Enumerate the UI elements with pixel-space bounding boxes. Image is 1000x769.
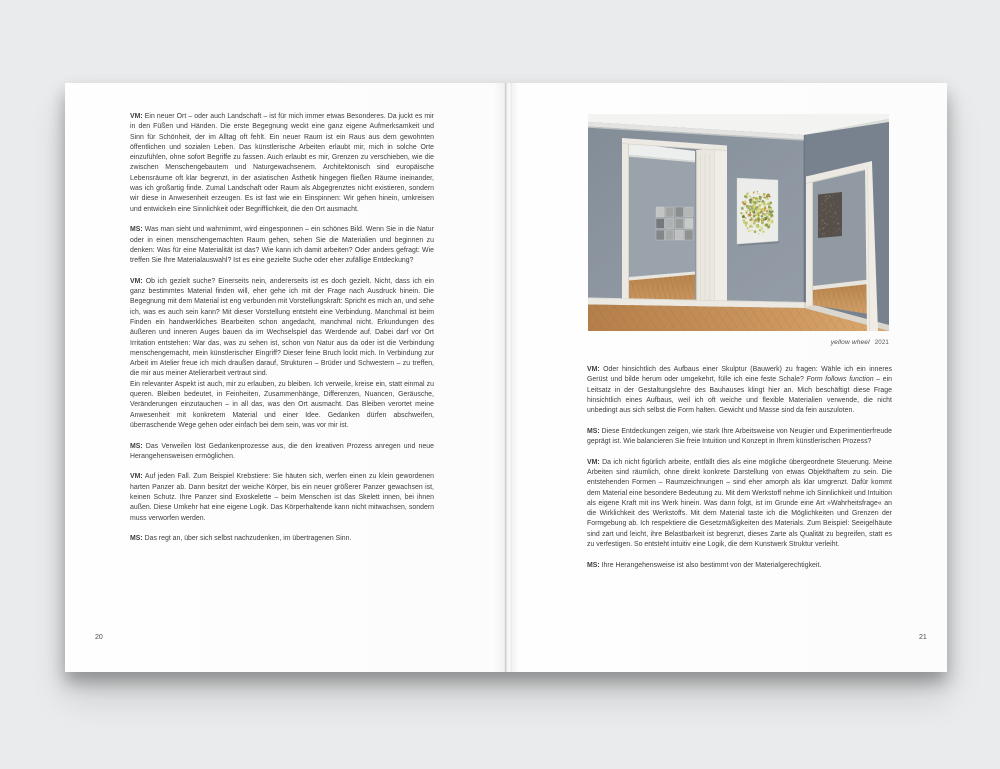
caption-title: yellow wheel: [830, 339, 870, 346]
right-page: [506, 83, 947, 672]
paragraph: VM: Ein neuer Ort – oder auch Landschaft – ist für mich immer etwas Besonderes. Da juckt es mir in den Füßen und Händen. Die erste Begegnung weckt eine ganz eigene Aufmerksamkeit und Sinn für Schönheit, der im Alltag oft fehlt. Ein neuer Raum ist ein Raus aus dem gewohnten öffentlichen und sozialen Leben. Das künstlerische Arbeiten erlaubt mir, mich in solche Orte einzufühlen, ohne sofort Begriffe zu fassen. Auch erlaubt es mir, Grenzen zu verschieben, wie die zwischen Menschengebautem und Naturgewachsenem. Architektonisch sind europäische Lebensräume oft klar begrenzt, in der asiatischen Ästhetik hingegen fließen Räume ineinander, was ich großartig finde. Zumal Landschaft oder Raum als Abgegrenztes nicht existieren, sondern wir diese in Anwesenheit erzeugen. Es ist fast wie ein Einspinnen: Wir gehen hinein, umkreisen und entwickeln eine Sinnlichkeit oder Begrifflichkeit, die den Ort ausmacht.: [130, 113, 434, 213]
paragraph: VM: Ob ich gezielt suche? Einerseits nein, andererseits ist es doch gezielt. Nicht, dass ich ein ganz bestimmtes Material finden will, eher gehe ich mit der Frage nach Ausdruck hinein. Die Begegnung mit dem Material ist eng verbunden mit Vorstellungskraft: Spricht es mich an, und sehe ich, was es auch sein kann? Mit dieser Vorstellung entsteht eine Verbindung. Manchmal ist beim Finden ein handwerkliches Bearbeiten schon angedacht, manchmal nicht. Erkundungen des äußeren und inneren Auges bauen da im Wechselspiel das Werdende auf. Dabei darf vor Ort Irritation entstehen: War das, was zu sehen ist, schon von Natur aus da oder ist die Verbindung menschengemacht, mein künstlerischer Eingriff? Dieser feine Bruch lockt mich. In Verbindung zur Arbeit im Atelier freue ich mich draußen darauf, Strukturen – Brüder und Schwestern – zu treffen, die mir aus meiner Atelierarbeit vertraut sind. Ein relevanter Aspekt ist auch, mir zu erlauben, zu bleiben. Ich verweile, kreise ein, statt einmal zu queren. Bleiben bedeutet, in Feinheiten, Zusammenhänge, Differenzen, Nuancen, Geräusche, Veränderungen einzutauchen – in all das, was den Ort ausmacht. Das Bleiben verortet meine Anwesenheit mit konkretem Material und einer Idee. Gedanken dürfen abschweifen, überraschende Wege gehen oder einfach bei dem sein, was vor mir ist.: [130, 277, 434, 429]
left-page: [65, 83, 506, 672]
paragraph: MS: Das regt an, über sich selbst nachzudenken, im übertragenen Sinn.: [130, 535, 352, 543]
installation-photo: [588, 114, 889, 331]
paragraph: MS: Das Verweilen löst Gedankenprozesse aus, die den kreativen Prozess anregen und neue Herangehensweisen ermöglichen.: [130, 442, 434, 460]
installation-photo-graphic: [588, 114, 889, 331]
photo-caption: [831, 339, 889, 346]
artwork-yellow-wheel: [737, 178, 779, 246]
book-spine-line: [505, 83, 506, 672]
book-spine-line-secondary: [511, 83, 512, 672]
artwork-dark: [818, 192, 842, 238]
open-door-leaf: [696, 146, 727, 314]
page-number-left: 20: [95, 634, 103, 641]
left-doorway: [605, 138, 728, 324]
caption-year: 2021: [874, 339, 889, 346]
paragraph: MS: Ihre Herangehensweise ist also bestimmt von der Materialgerechtigkeit.: [587, 561, 822, 569]
paragraph: VM: Da ich nicht figürlich arbeite, entfällt dies als eine mögliche übergeordnete Steuerung. Meine Arbeiten sind räumlich, ohne direkt konkrete Darstellung von etwas Objekthaftem zu sein. Die entstehenden Formen – Raumzeichnungen – sind eher amorph als klar umgrenzt. Dafür kommt dem Material eine besondere Bedeutung zu. Mit dem Werkstoff nehme ich Sinnlichkeit und Intuition als eigene Kraft mit ins Werk hinein. Was dann folgt, ist im Grunde eine Art »Wahrheitsfrage« an die Wirklichkeit des Werkstoffs. Mit dem Material taste ich die Möglichkeiten und Grenzen der Formgebung ab. Ich respektiere die Gesetzmäßigkeiten des Materials. Zum Beispiel: Seeigelhäute sind zart und leicht, ihre Belastbarkeit ist begrenzt, dieses Zarte als Qualität zu begreifen, statt es zu verfestigen. So entsteht intuitiv eine Logik, die dem Kunstwerk Struktur verleiht.: [587, 458, 892, 549]
right-text-column: [587, 365, 892, 571]
open-book-spread: [65, 83, 947, 672]
paragraph: VM: Oder hinsichtlich des Aufbaus einer Skulptur (Bauwerk) zu fragen: Wähle ich ein inneres Gerüst und bilde herum oder umgekehrt, fülle ich eine feste Schale? Form follows function – ein Leitsatz in der Gestaltungslehre des Bauhauses klingt hier an. Mich beschäftigt diese Frage hinsichtlich eines Aufbaus, weil ich oft weiche und flexible Materialien verwende, die nicht unbedingt aus sich selbst die Form halten. Gewicht und Masse sind da fein auszuloten.: [587, 366, 892, 415]
paragraph: MS: Was man sieht und wahrnimmt, wird eingesponnen – ein schönes Bild. Wenn Sie in die Natur oder in einen menschengemachten Raum gehen, sehen Sie die Materialien und beginnen zu denken: Was für eine Materialität ist das? Wie kann ich damit arbeiten? Oder anders gefragt: Wie treffen Sie Ihre Materialauswahl? Ist es eine gezielte Suche oder eher zufällige Entdeckung?: [130, 226, 434, 265]
paragraph: VM: Auf jeden Fall. Zum Beispiel Krebstiere: Sie häuten sich, werfen einen zu klein gewordenen harten Panzer ab. Dann besitzt der weiche Körper, bis ein neuer größerer Panzer gewachsen ist, keinen Schutz. Ihre Panzer sind Exoskelette – beim Menschen ist das Skelett innen, bei ihnen außen. Diese Umkehr hat eine eigene Logik. Das Körperhaltende kann nicht mitwachsen, sondern muss verworfen werden.: [130, 473, 434, 522]
paragraph: MS: Diese Entdeckungen zeigen, wie stark Ihre Arbeitsweise von Neugier und Experimentierfreude geprägt ist. Wie balancieren Sie freie Intuition und Konzept in Ihrem künstlerischen Prozess?: [587, 427, 892, 446]
page-number-right: 21: [919, 634, 927, 641]
left-text-column: [130, 112, 434, 544]
